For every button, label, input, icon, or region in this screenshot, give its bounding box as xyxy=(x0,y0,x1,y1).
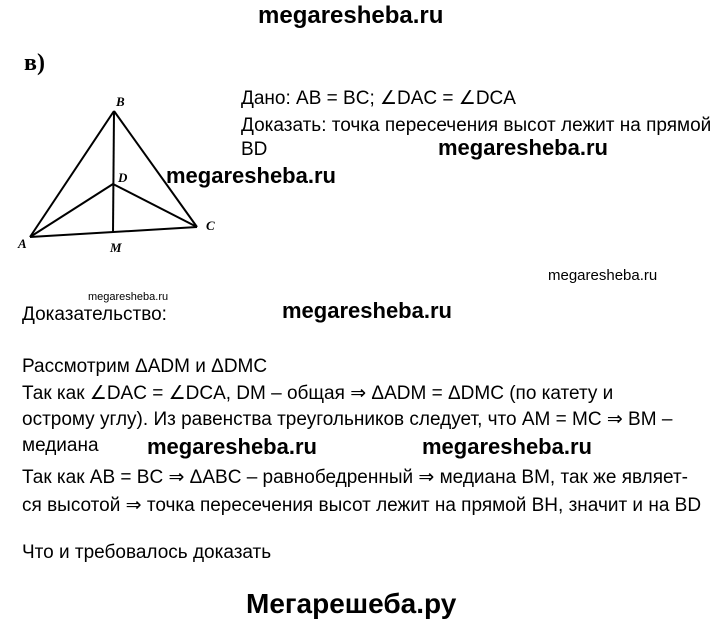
watermark-figure-right: megaresheba.ru xyxy=(166,163,336,188)
proof-conclusion: Что и требовалось доказать xyxy=(22,542,272,563)
watermark-given-right: megaresheba.ru xyxy=(438,135,608,160)
footer-site-name: Мегарешеба.ру xyxy=(246,588,457,619)
proof-line-2: Так как ∠DAC = ∠DCA, DM – общая ⇒ ΔADM = ΔDMC (по катету и xyxy=(22,383,614,404)
proof-heading: Доказательство: xyxy=(22,304,167,325)
given-line-1: Дано: AB = BC; ∠DAC = ∠DCA xyxy=(241,88,516,109)
vertex-label-b: B xyxy=(116,94,125,109)
given-line-3: BD xyxy=(241,139,268,160)
vertex-label-a: A xyxy=(18,236,27,251)
proof-line-4: медиана xyxy=(22,435,99,456)
watermark-proof-center: megaresheba.ru xyxy=(282,298,452,323)
watermark-proof-small: megaresheba.ru xyxy=(88,291,169,303)
segment-dc xyxy=(113,184,197,227)
vertex-label-m: M xyxy=(110,240,122,255)
vertex-label-c: C xyxy=(206,218,215,233)
watermark-line-left: megaresheba.ru xyxy=(147,434,317,459)
proof-line-1: Рассмотрим ΔADM и ΔDMC xyxy=(22,356,268,377)
segment-ad xyxy=(30,184,113,237)
segment-bm xyxy=(113,111,114,233)
vertex-label-d: D xyxy=(118,170,128,185)
watermark-mid-right: megaresheba.ru xyxy=(548,267,658,284)
given-line-2: Доказать: точка пересечения высот лежит на прямой xyxy=(241,115,712,136)
part-label: в) xyxy=(24,50,45,76)
segment-ab xyxy=(30,111,114,237)
proof-line-6: ся высотой ⇒ точка пересечения высот лежит на прямой BH, значит и на BD xyxy=(22,495,702,516)
proof-line-3: острому углу). Из равенства треугольников следует, что AM = MC ⇒ BM – xyxy=(22,409,673,430)
proof-line-5: Так как AB = BC ⇒ ΔABC – равнобедренный ⇒ медиана BM, так же являет- xyxy=(22,467,688,488)
watermark-line-right: megaresheba.ru xyxy=(422,434,592,459)
watermark-top: megaresheba.ru xyxy=(258,2,444,29)
